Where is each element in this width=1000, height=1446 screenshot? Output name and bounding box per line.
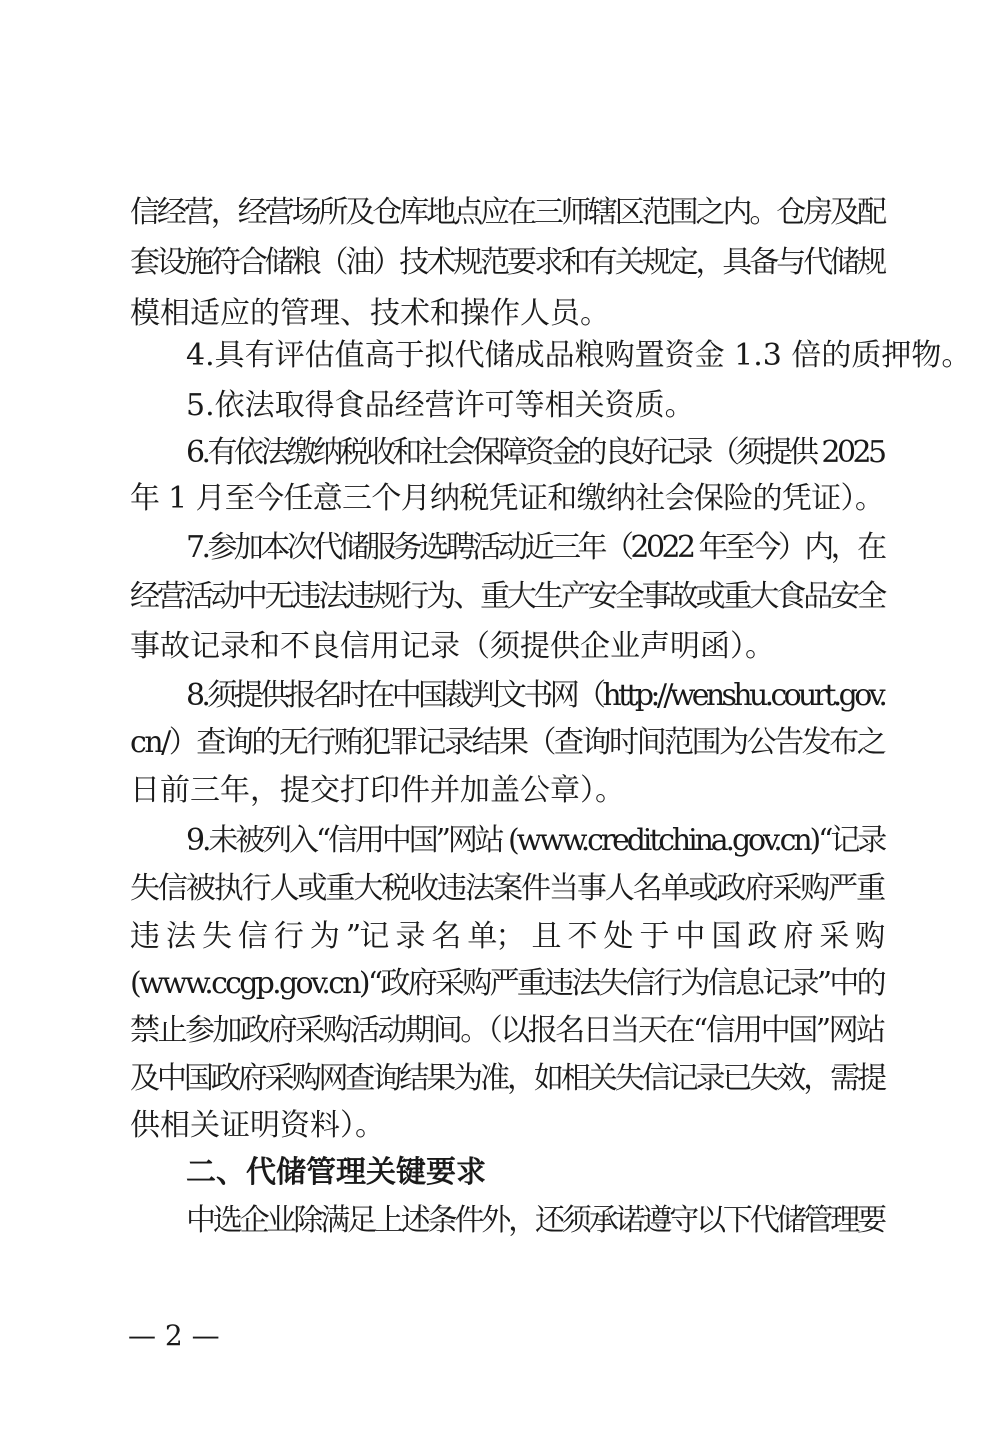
text-line: 及中国政府采购网查询结果为准，如相关失信记录已失效，需提 <box>130 1061 884 1096</box>
page-number: — 2 — <box>128 1319 220 1352</box>
text-line: 年 1 月至今任意三个月纳税凭证和缴纳社会保险的凭证）。 <box>130 481 885 516</box>
text-line: 套设施符合储粮（油）技术规范要求和有关规定，具备与代储规 <box>130 245 884 280</box>
text-line: 中选企业除满足上述条件外，还须承诺遵守以下代储管理要 <box>186 1203 884 1238</box>
text-line: 供相关证明资料）。 <box>130 1108 385 1143</box>
text-line: 事故记录和不良信用记录（须提供企业声明函）。 <box>130 629 775 664</box>
text-line: 7.参加本次代储服务选聘活动近三年（2022 年至今）内，在 <box>186 530 884 565</box>
text-line: (www.ccgp.gov.cn)“政府采购严重违法失信行为信息记录”中的 <box>130 966 884 1001</box>
text-line: 日前三年，提交打印件并加盖公章）。 <box>130 773 625 808</box>
text-line: 9.未被列入“信用中国”网站 (www.creditchina.gov.cn)“记录 <box>186 823 885 858</box>
text-line: 4.具有评估值高于拟代储成品粮购置资金 1.3 倍的质押物。 <box>186 338 972 373</box>
text-line: 6.有依法缴纳税收和社会保障资金的良好记录（须提供 2025 <box>186 435 884 470</box>
text-line: 8.须提供报名时在中国裁判文书网（http://wenshu.court.gov. <box>186 678 885 713</box>
text-line: 禁止参加政府采购活动期间。（以报名日当天在“信用中国”网站 <box>130 1013 884 1048</box>
text-line: 模相适应的管理、技术和操作人员。 <box>130 296 610 331</box>
text-line: 经营活动中无违法违规行为、重大生产安全事故或重大食品安全 <box>130 579 884 614</box>
text-line: cn/）查询的无行贿犯罪记录结果（查询时间范围为公告发布之 <box>130 725 885 760</box>
text-line: 失信被执行人或重大税收违法案件当事人名单或政府采购严重 <box>130 871 884 906</box>
section-heading: 二、代储管理关键要求 <box>186 1155 486 1190</box>
text-line: 违 法 失 信 行 为 ”记 录 名 单； 且 不 处 于 中 国 政 府 采 购 <box>130 919 884 954</box>
text-line: 5.依法取得食品经营许可等相关资质。 <box>186 388 695 423</box>
text-line: 信经营，经营场所及仓库地点应在三师辖区范围之内。仓房及配 <box>130 195 884 230</box>
